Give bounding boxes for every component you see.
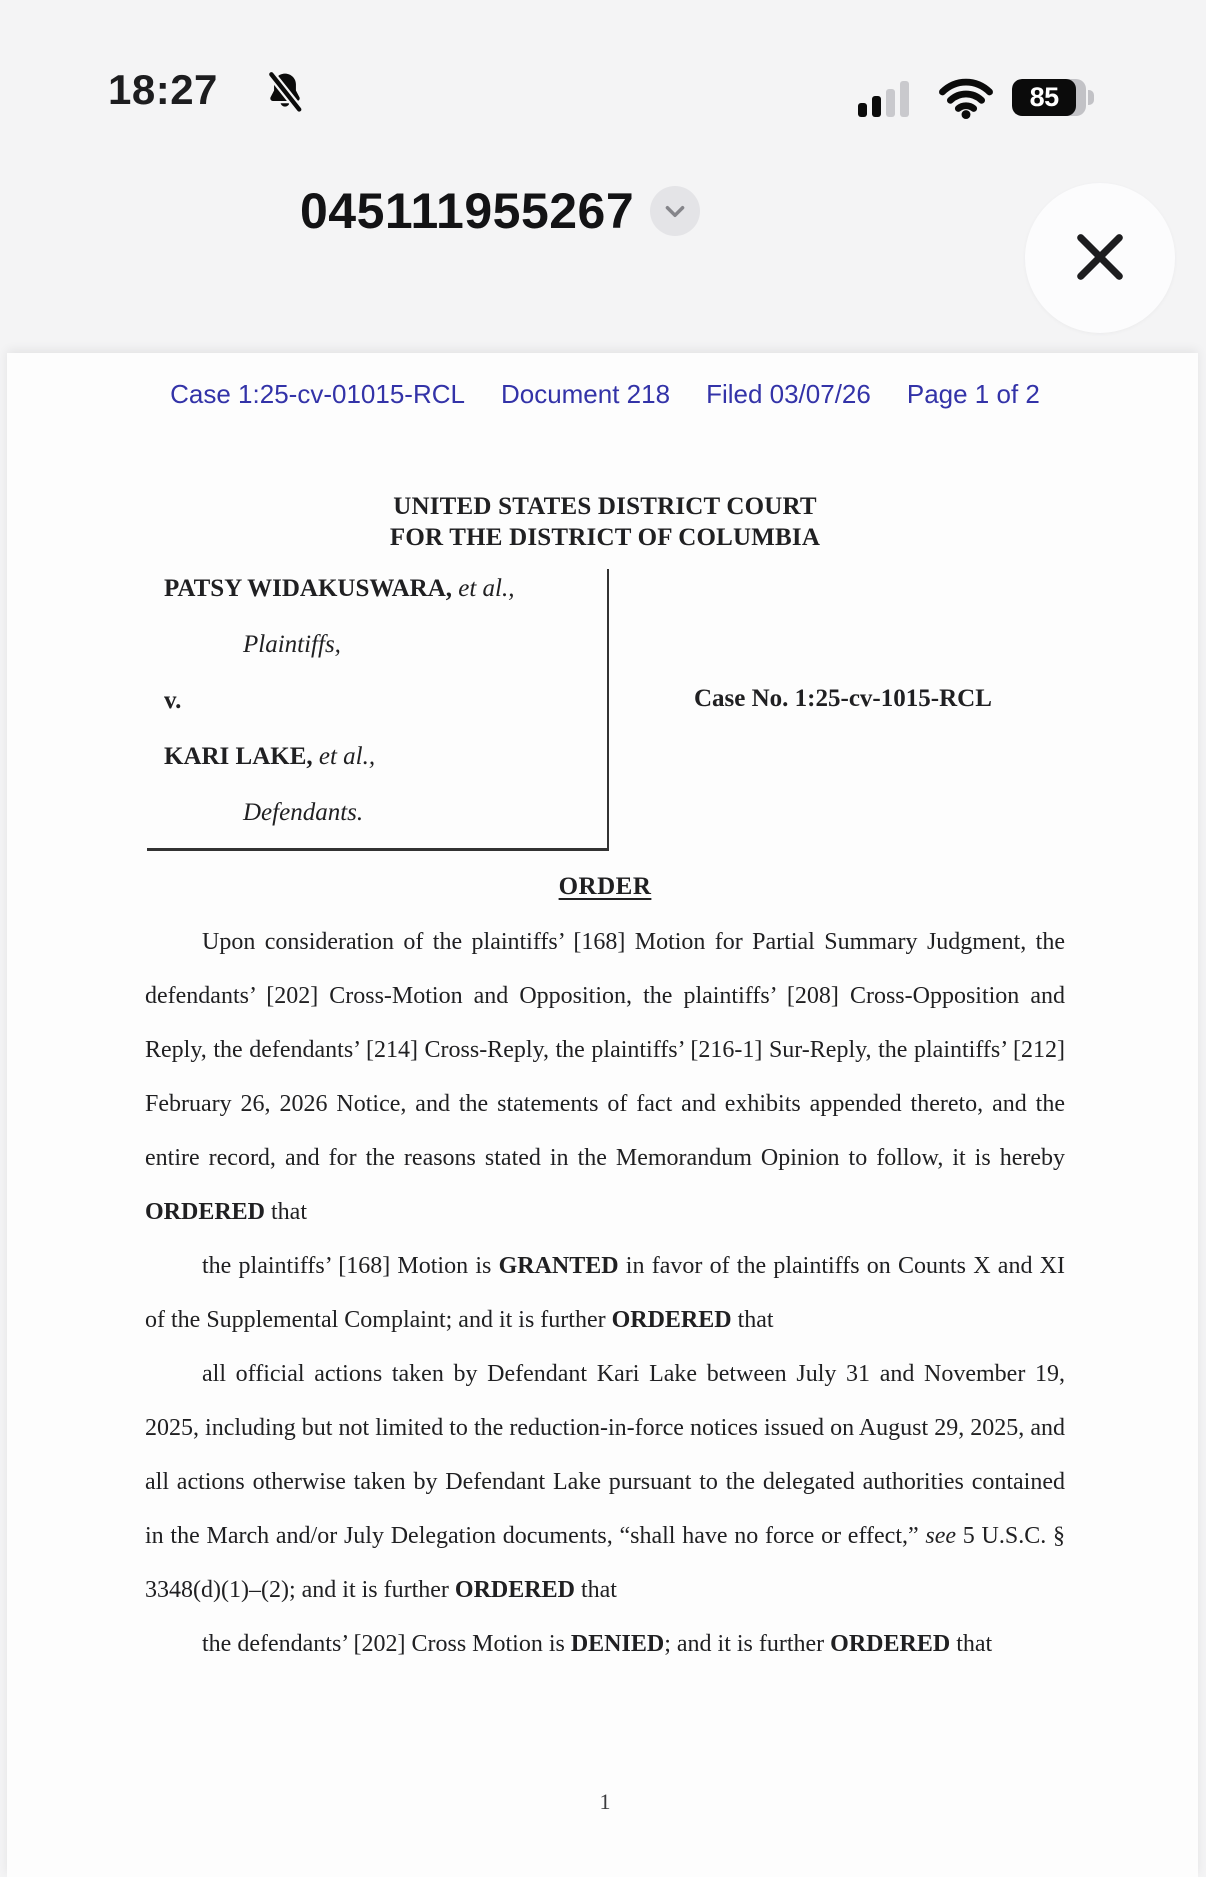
order-paragraph: the plaintiffs’ [168] Motion is GRANTED in favor of the plaintiffs on Counts X and XI of the Supplemental Complaint; and it is further ORDERED that xyxy=(145,1253,1066,1333)
status-bar xyxy=(0,55,1206,119)
bell-slash-icon xyxy=(262,69,308,120)
document-title[interactable]: 045111955267 xyxy=(300,183,635,239)
stamp-document-link[interactable]: Document 218 xyxy=(500,379,671,409)
document-content xyxy=(145,353,1065,1877)
caption-underline xyxy=(147,848,609,851)
defendants-label: Defendants. xyxy=(243,799,364,826)
status-time: 18:27 xyxy=(108,66,218,113)
stamp-case-link[interactable]: Case 1:25-cv-01015-RCL xyxy=(170,379,465,409)
battery-nub xyxy=(1088,90,1094,105)
order-heading: ORDER xyxy=(558,873,652,900)
wifi-icon xyxy=(938,77,994,124)
court-heading xyxy=(145,491,1065,553)
battery-icon xyxy=(1012,79,1094,116)
defendant-name: KARI LAKE, et al., xyxy=(164,743,376,770)
close-icon xyxy=(1067,224,1133,293)
cellular-signal-icon xyxy=(858,79,909,117)
chevron-down-icon[interactable] xyxy=(650,186,700,236)
order-paragraph: all official actions taken by Defendant Kari Lake between July 31 and November 19, 2025, including but not limited to the reduction-in-force notices issued on August 29, 2025, and all actions otherwise taken by Defendant Lake pursuant to the delegated authorities contained in the March and/or July Delegation documents, “shall have no force or effect,” see 5 U.S.C. § 3348(d)(1)–(2); and it is further ORDERED that xyxy=(145,1361,1065,1603)
page-number: 1 xyxy=(599,1789,611,1814)
pacer-stamp xyxy=(145,379,1065,410)
order-body xyxy=(145,915,1065,1671)
order-paragraph: the defendants’ [202] Cross Motion is DENIED; and it is further ORDERED that xyxy=(202,1631,993,1657)
plaintiffs-label: Plaintiffs, xyxy=(243,631,341,658)
stamp-filed-link[interactable]: Filed 03/07/26 xyxy=(706,379,871,409)
court-heading-line2: FOR THE DISTRICT OF COLUMBIA xyxy=(389,524,821,551)
close-button[interactable] xyxy=(1025,183,1175,333)
case-caption xyxy=(145,575,1065,855)
case-number: Case No. 1:25-cv-1015-RCL xyxy=(694,685,992,712)
caption-divider xyxy=(607,569,609,851)
versus-label: v. xyxy=(164,687,182,714)
battery-percent: 85 xyxy=(1029,82,1059,112)
pdf-page xyxy=(7,353,1198,1877)
court-heading-line1: UNITED STATES DISTRICT COURT xyxy=(393,493,817,520)
document-title-dropdown[interactable] xyxy=(300,183,700,239)
stamp-page-link[interactable]: Page 1 of 2 xyxy=(906,379,1040,409)
order-paragraph: Upon consideration of the plaintiffs’ [168] Motion for Partial Summary Judgment, the defendants’ [202] Cross-Motion and Opposition, the plaintiffs’ [208] Cross-Opposition and Reply, the defendants’ [214] Cross-Reply, the plaintiffs’ [216-1] Sur-Reply, the plaintiffs’ [212] February 26, 2026 Notice, and the statements of fact and exhibits appended thereto, and the entire record, and for the reasons stated in the Memorandum Opinion to follow, it is hereby ORDERED that xyxy=(145,929,1065,1225)
plaintiff-name: PATSY WIDAKUSWARA, et al., xyxy=(164,575,515,602)
